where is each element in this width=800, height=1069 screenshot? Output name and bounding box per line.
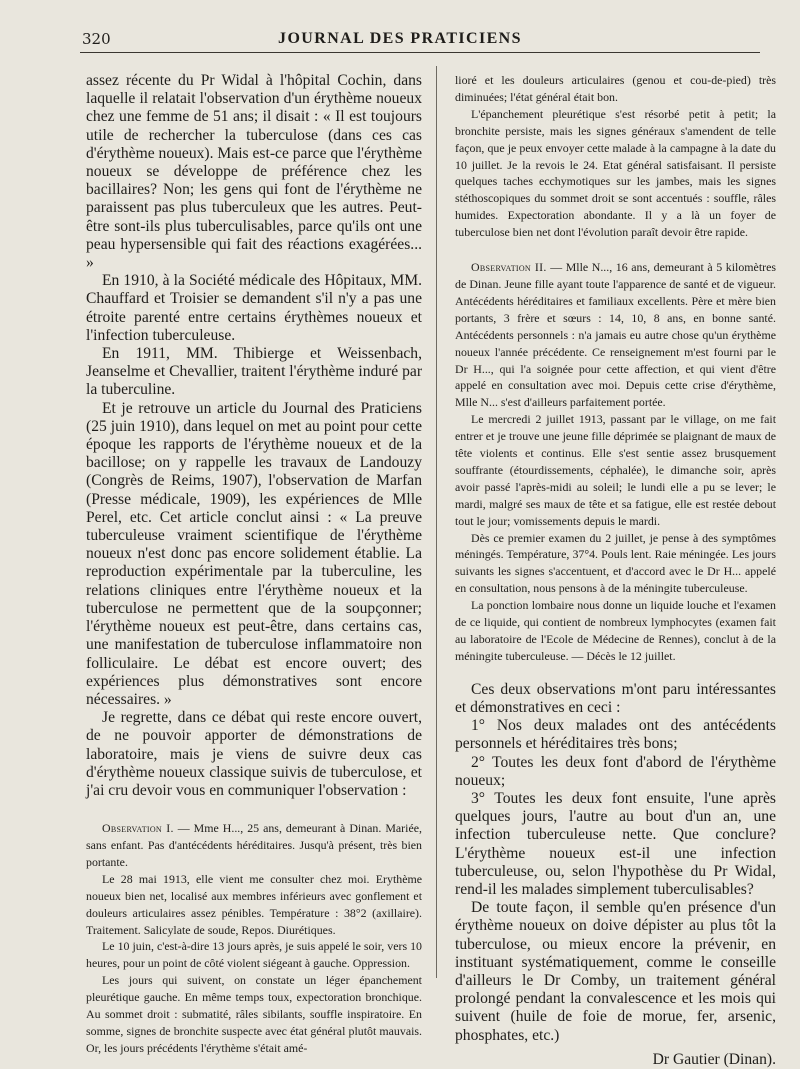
- paragraph-1911: En 1911, MM. Thibierge et Weissenbach, Jeanselme et Chevallier, traitent l'érythème induré par la tuberculine.: [86, 345, 423, 399]
- observation-2-label: Observation II.: [471, 260, 547, 275]
- conclusion-point-2: 2° Toutes les deux font d'abord de l'érythème noueux;: [455, 753, 776, 789]
- observation-1-continuation: lioré et les douleurs articulaires (genou et cou-de-pied) très diminuées; l'état général était bon.: [455, 73, 776, 104]
- observation-1-evolution: L'épanchement pleurétique s'est résorbé petit à petit; la bronchite persiste, mais les signes généraux s'amendent de telle façon, que je peux envoyer cette malade à la campagne à la date du 10 juillet. Je la revois le 24. Etat général satisfaisant. Il persiste quelques taches ecchymotiques sur les jambes, mais les signes stéthoscopiques du sommet droit se sont accentués : souffle, râles humides. Expectoration abondante. Il y a là un foyer de tuberculose bien net dont l'évolution paraît devoir être rapide.: [455, 106, 776, 240]
- observation-2-july-2: Le mercredi 2 juillet 1913, passant par le village, on me fait entrer et je trouve une jeune fille déprimée se plaignant de maux de tête violents et continus. Elle s'est sentie assez brusquement souffrante (étourdissements, céphalée), le dimanche soir, après avoir passé l'après-midi au soleil; le lundi elle a pu se lever; le mardi, malgré ses maux de tête et sa fatigue, elle est restée debout tout le jour; vomissements depuis le mardi.: [455, 412, 776, 528]
- observation-1-heading: [86, 820, 422, 871]
- paragraph-journal-article: Et je retrouve un article du Journal des Praticiens (25 juin 1910), dans lequel on met au point pour cette époque les rapports de l'érythème noueux et de la bacillose; on y rappelle les travaux de Landouzy (Congrès de Reims, 1907), l'observation de Marfan (Presse médicale, 1909), les expériences de Mlle Perel, etc. Cet article conclut ainsi : « La preuve tuberculeuse vraiment scientifique de l'érythème noueux n'est donc pas encore solidement établie. La reproduction expérimentale par la tuberculine, les relations cliniques entre l'érythème noueux et la tuberculose ne permettent que de la soupçonner; l'érythème noueux est peut-être, dans certains cas, une manifestation de tuberculose inflammatoire non folliculaire. Le débat est encore ouvert; des expériences plus démonstratives sont encore nécessaires. »: [86, 399, 422, 708]
- observation-1-label: Observation I.: [102, 821, 174, 836]
- journal-title: JOURNAL DES PRATICIENS: [278, 30, 522, 47]
- observation-1-consultation: Le 28 mai 1913, elle vient me consulter chez moi. Erythème noueux bien net, localisé aux membres inférieurs avec gonflement et douleurs articulaires assez pénibles. Température : 38°2 (axillaire). Traitement. Salicylate de soude, Repos. Diurétiques.: [86, 871, 422, 937]
- page-number: 320: [82, 30, 111, 48]
- observation-2-heading: [455, 259, 776, 411]
- header-rule: [80, 52, 760, 53]
- paragraph-widal-quote: assez récente du Pr Widal à l'hôpital Cochin, dans laquelle il relatait l'observation d'un érythème noueux chez une femme de 51 ans; il disait : « Il est toujours utile de rechercher la tuberculose (dans ces cas d'érythème noueux). Mais est-ce parce que l'érythème noueux se développe de préférence chez les bacillaires? Non; les gens qui font de l'érythème ne paraissent pas plus tuberculeux que les autres. Peut-être sont-ils plus tuberculisables, parce qu'ils ont une peau hypersensible qui fait des réactions exagérées... »: [86, 72, 422, 272]
- paragraph-1910: En 1910, à la Société médicale des Hôpitaux, MM. Chauffard et Troisier se demandent s'il n'y a pas une étroite parenté entre certains érythèmes noueux et l'infection tuberculeuse.: [86, 272, 422, 344]
- left-column: [86, 72, 422, 1057]
- author-signature: Dr Gautier (Dinan).: [652, 1050, 776, 1068]
- observation-1-june-10: Le 10 juin, c'est-à-dire 13 jours après, je suis appelé le soir, vers 10 heures, pour un point de côté violent siégeant à gauche. Oppression.: [86, 939, 422, 971]
- observation-1-following-days: Les jours qui suivent, on constate un léger épanchement pleurétique gauche. En même temps toux, expectoration bronchique. Au sommet droit : submatité, râles sibilants, souffle inspiratoire. En somme, signes de bronchite suspecte avec état général plutôt mauvais. Or, les jours précédents l'érythème s'était amé-: [86, 973, 422, 1055]
- observation-2-lumbar-puncture: La ponction lombaire nous donne un liquide louche et l'examen de ce liquide, qui contient de nombreux lymphocytes (examen fait au laboratoire de l'Ecole de Médecine de Rennes), conclut à de la méningite tuberculeuse. — Décès le 12 juillet.: [455, 598, 776, 663]
- conclusion-point-1: 1° Nos deux malades ont des antécédents personnels et héréditaires très bons;: [455, 717, 776, 753]
- observation-2-meningeal-signs: Dès ce premier examen du 2 juillet, je pense à des symptômes méningés. Température, 37°4. Pouls lent. Raie méningée. Les jours suivants les signes s'accentuent, et d'accord avec le Dr H... appelé en consultation, nous pensons à de la méningite tuberculeuse.: [455, 530, 776, 596]
- conclusion-final: De toute façon, il semble qu'en présence d'un érythème noueux on doive dépister au plus tôt la tuberculose, ou mieux encore la prévenir, en instituant systématiquement, comme le conseille d'ailleurs le Dr Comby, un traitement général prolongé pendant la convalescence et les mois qui suivent (huile de foie de morue, fer, arsenic, phosphates, etc.): [455, 899, 776, 1044]
- right-column: [455, 72, 776, 1069]
- conclusion-intro: Ces deux observations m'ont paru intéressantes et démonstratives en ceci :: [455, 680, 776, 717]
- conclusion-point-3: 3° Toutes les deux font ensuite, l'une après quelques jours, l'autre au bout d'un an, une infection tuberculeuse nette. Que conclure? L'érythème noueux est-il une infection tuberculeuse, ou, selon l'hypothèse du Pr Widal, rend-il les malades simplement tuberculisables?: [455, 790, 776, 899]
- observation-2-intro: — Mlle N..., 16 ans, demeurant à 5 kilomètres de Dinan. Jeune fille ayant toute l'apparence de santé et de vigueur. Antécédents héréditaires et familiaux excellents. Père et mère bien portants, 3 frère et sœurs : 14, 10, 8 ans, en bonne santé. Antécédents personnels : n'a jamais eu autre chose qu'un érythème noueux l'année précédente. Ce renseignement m'est fourni par le Dr H..., qui l'a soignée pour cette affection, et qui vient d'être appelé en consultation avec moi. Depuis cette crise d'érythème, Mlle N... s'est d'ailleurs parfaitement portée.: [455, 260, 777, 410]
- paragraph-transition: Je regrette, dans ce débat qui reste encore ouvert, de ne pouvoir apporter de démonstrations de laboratoire, mais je viens de suivre deux cas d'érythème noueux classique suivis de tuberculose, et j'ai cru devoir vous en communiquer l'observation :: [86, 709, 422, 799]
- column-divider: [436, 66, 437, 978]
- page-header: [0, 30, 800, 52]
- observation-1-intro: — Mme H..., 25 ans, demeurant à Dinan. Mariée, sans enfant. Pas d'antécédents héréditaires. Jusqu'à présent, très bien portante.: [86, 821, 422, 869]
